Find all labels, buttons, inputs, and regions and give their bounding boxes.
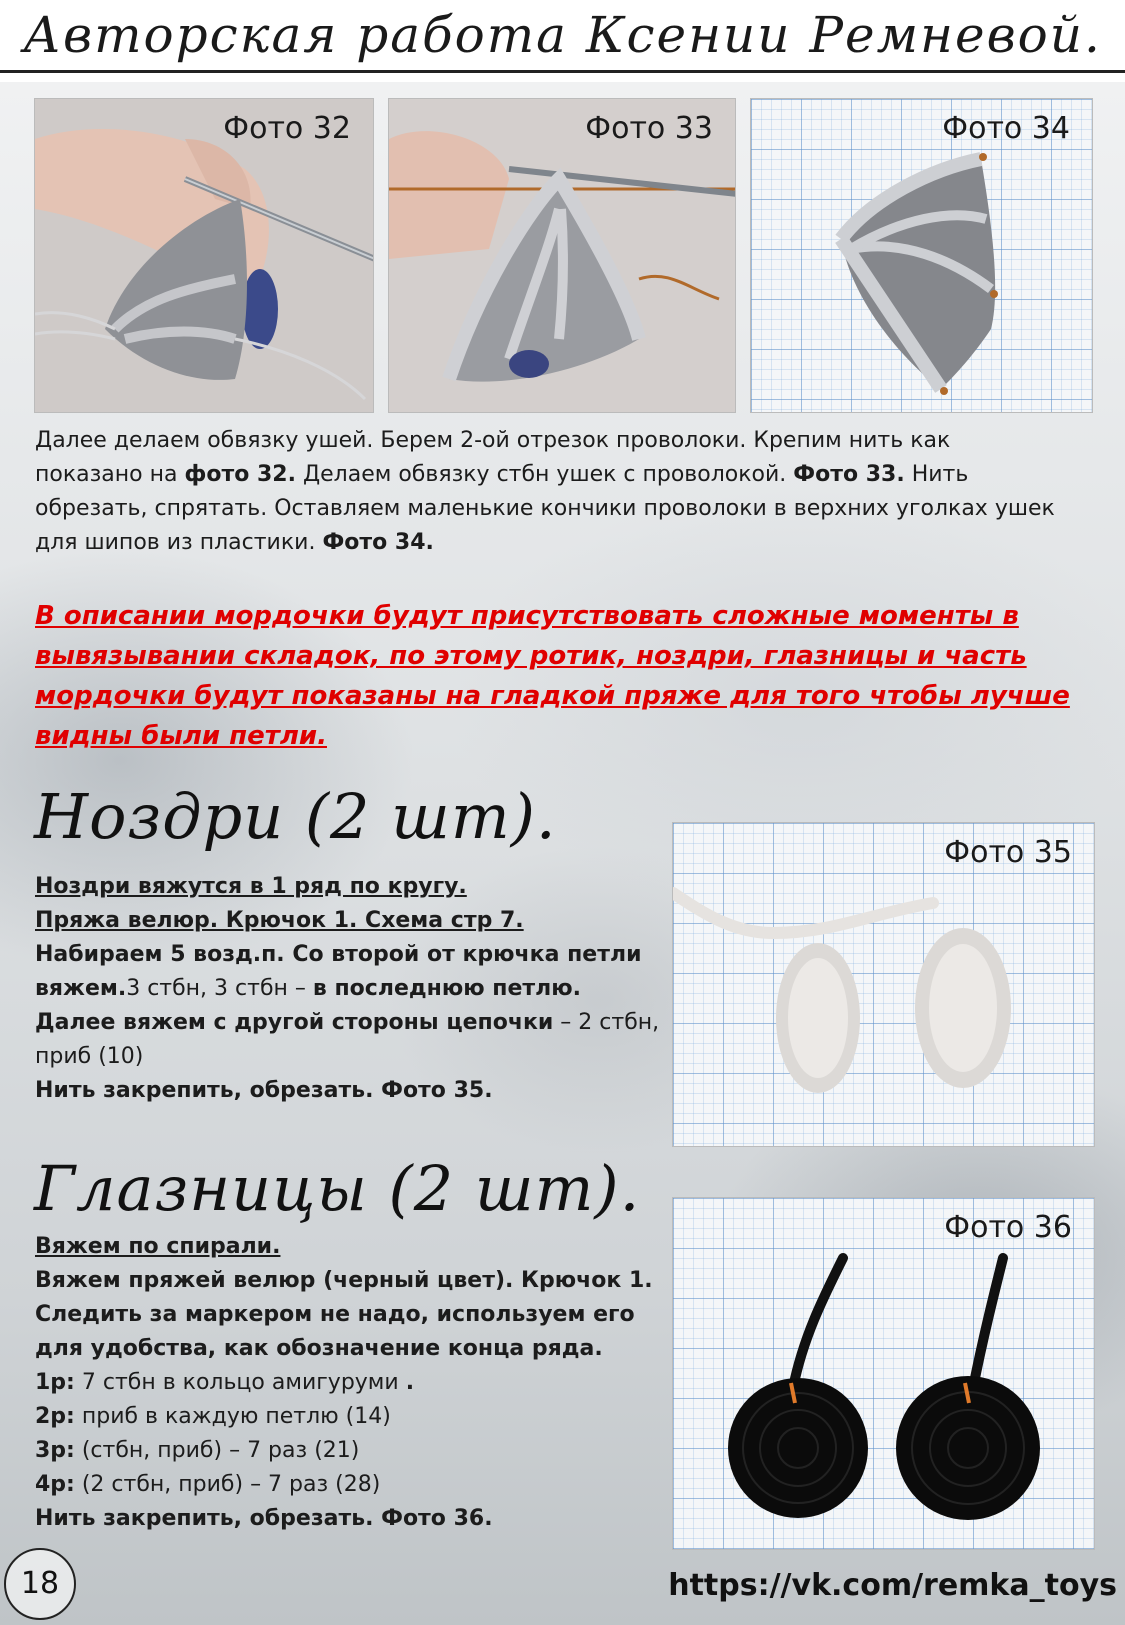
instruction-text: 3 стбн, 3 стбн – <box>126 976 313 1001</box>
nostrils-line-4 <box>35 972 665 1006</box>
photo-34-label: Фото 34 <box>942 111 1070 146</box>
eyes-line-2: Вяжем пряжей велюр (черный цвет). Крючок 1. <box>35 1268 653 1293</box>
warning-line-2: вывязывании складок, по этому ротик, ноздри, глазницы и часть <box>35 641 1027 671</box>
warning-line-3: мордочки будут показаны на гладкой пряже для того чтобы лучше <box>35 681 1070 711</box>
intro-line-1: Далее делаем обвязку ушей. Берем 2-ой отрезок проволоки. Крепим нить как <box>35 428 951 453</box>
nostrils-line-6: приб (10) <box>35 1044 144 1069</box>
photo-ref: фото 32. <box>184 462 296 487</box>
nostrils-line-1: Ноздри вяжутся в 1 ряд по кругу. <box>35 874 467 899</box>
instruction-text: – 2 стбн, <box>553 1010 660 1035</box>
row-number: 1р: <box>35 1370 75 1395</box>
nostrils-section-title: Ноздри (2 шт). <box>34 780 557 853</box>
eyes-row-2 <box>35 1400 665 1434</box>
photo-36-image <box>673 1198 1095 1550</box>
row-text: (стбн, приб) – 7 раз (21) <box>74 1438 360 1463</box>
eyes-line-1: Вяжем по спирали. <box>35 1234 281 1259</box>
photo-33-image <box>389 99 736 413</box>
intro-text: показано на <box>35 462 185 487</box>
intro-text: Нить <box>904 462 969 487</box>
photo-34 <box>750 98 1093 413</box>
row-text: 7 стбн в кольцо амигуруми <box>74 1370 406 1395</box>
eyes-line-end: Нить закрепить, обрезать. Фото 36. <box>35 1506 493 1531</box>
photo-34-image <box>751 99 1093 413</box>
photo-ref: Фото 33. <box>793 462 905 487</box>
nostrils-instructions <box>35 870 665 1108</box>
eyes-row-1 <box>35 1366 665 1400</box>
page-title: Авторская работа Ксении Ремневой. <box>23 6 1102 64</box>
photo-ref: Фото 34. <box>322 530 434 555</box>
photo-36-label: Фото 36 <box>944 1210 1072 1245</box>
photo-33-label: Фото 33 <box>585 111 713 146</box>
nostrils-line-7: Нить закрепить, обрезать. Фото 35. <box>35 1078 493 1103</box>
row-number: 2р: <box>35 1404 75 1429</box>
page-header <box>0 0 1125 82</box>
intro-text: для шипов из пластики. <box>35 530 323 555</box>
intro-line-2 <box>35 458 1095 492</box>
instruction-bold: в последнюю петлю. <box>312 976 581 1001</box>
eyes-row-3 <box>35 1434 665 1468</box>
photo-32-label: Фото 32 <box>223 111 351 146</box>
photo-35-image <box>673 823 1095 1147</box>
row-text: (2 стбн, приб) – 7 раз (28) <box>74 1472 381 1497</box>
nostrils-line-2: Пряжа велюр. Крючок 1. Схема стр 7. <box>35 908 524 933</box>
footer-link[interactable]: https://vk.com/remka_toys <box>668 1568 1117 1603</box>
page-number: 18 <box>4 1548 76 1620</box>
row-dot: . <box>405 1370 415 1395</box>
photo-32-image <box>35 99 374 413</box>
eyes-section-title: Глазницы (2 шт). <box>34 1152 641 1225</box>
intro-paragraph <box>35 424 1095 560</box>
warning-note <box>35 596 1075 756</box>
warning-line-1: В описании мордочки будут присутствовать сложные моменты в <box>35 601 1019 631</box>
eyes-row-4 <box>35 1468 665 1502</box>
intro-line-3: обрезать, спрятать. Оставляем маленькие кончики проволоки в верхних уголках ушек <box>35 496 1055 521</box>
photo-35 <box>672 822 1095 1147</box>
warning-line-4: видны были петли. <box>35 721 327 751</box>
row-number: 4р: <box>35 1472 75 1497</box>
intro-text: Делаем обвязку стбн ушек с проволокой. <box>295 462 794 487</box>
photo-35-label: Фото 35 <box>944 835 1072 870</box>
photo-33 <box>388 98 736 413</box>
row-number: 3р: <box>35 1438 75 1463</box>
instruction-bold: Далее вяжем с другой стороны цепочки <box>35 1010 554 1035</box>
intro-line-4 <box>35 526 1095 560</box>
eyes-line-3: Следить за маркером не надо, используем его <box>35 1302 635 1327</box>
photo-32 <box>34 98 374 413</box>
row-text: приб в каждую петлю (14) <box>74 1404 391 1429</box>
instruction-bold: вяжем. <box>35 976 127 1001</box>
header-divider <box>0 70 1125 73</box>
nostrils-line-5 <box>35 1006 665 1040</box>
nostrils-line-3: Набираем 5 возд.п. Со второй от крючка петли <box>35 942 642 967</box>
eyes-instructions <box>35 1230 665 1536</box>
eyes-line-4: для удобства, как обозначение конца ряда. <box>35 1336 603 1361</box>
photo-36 <box>672 1197 1095 1550</box>
